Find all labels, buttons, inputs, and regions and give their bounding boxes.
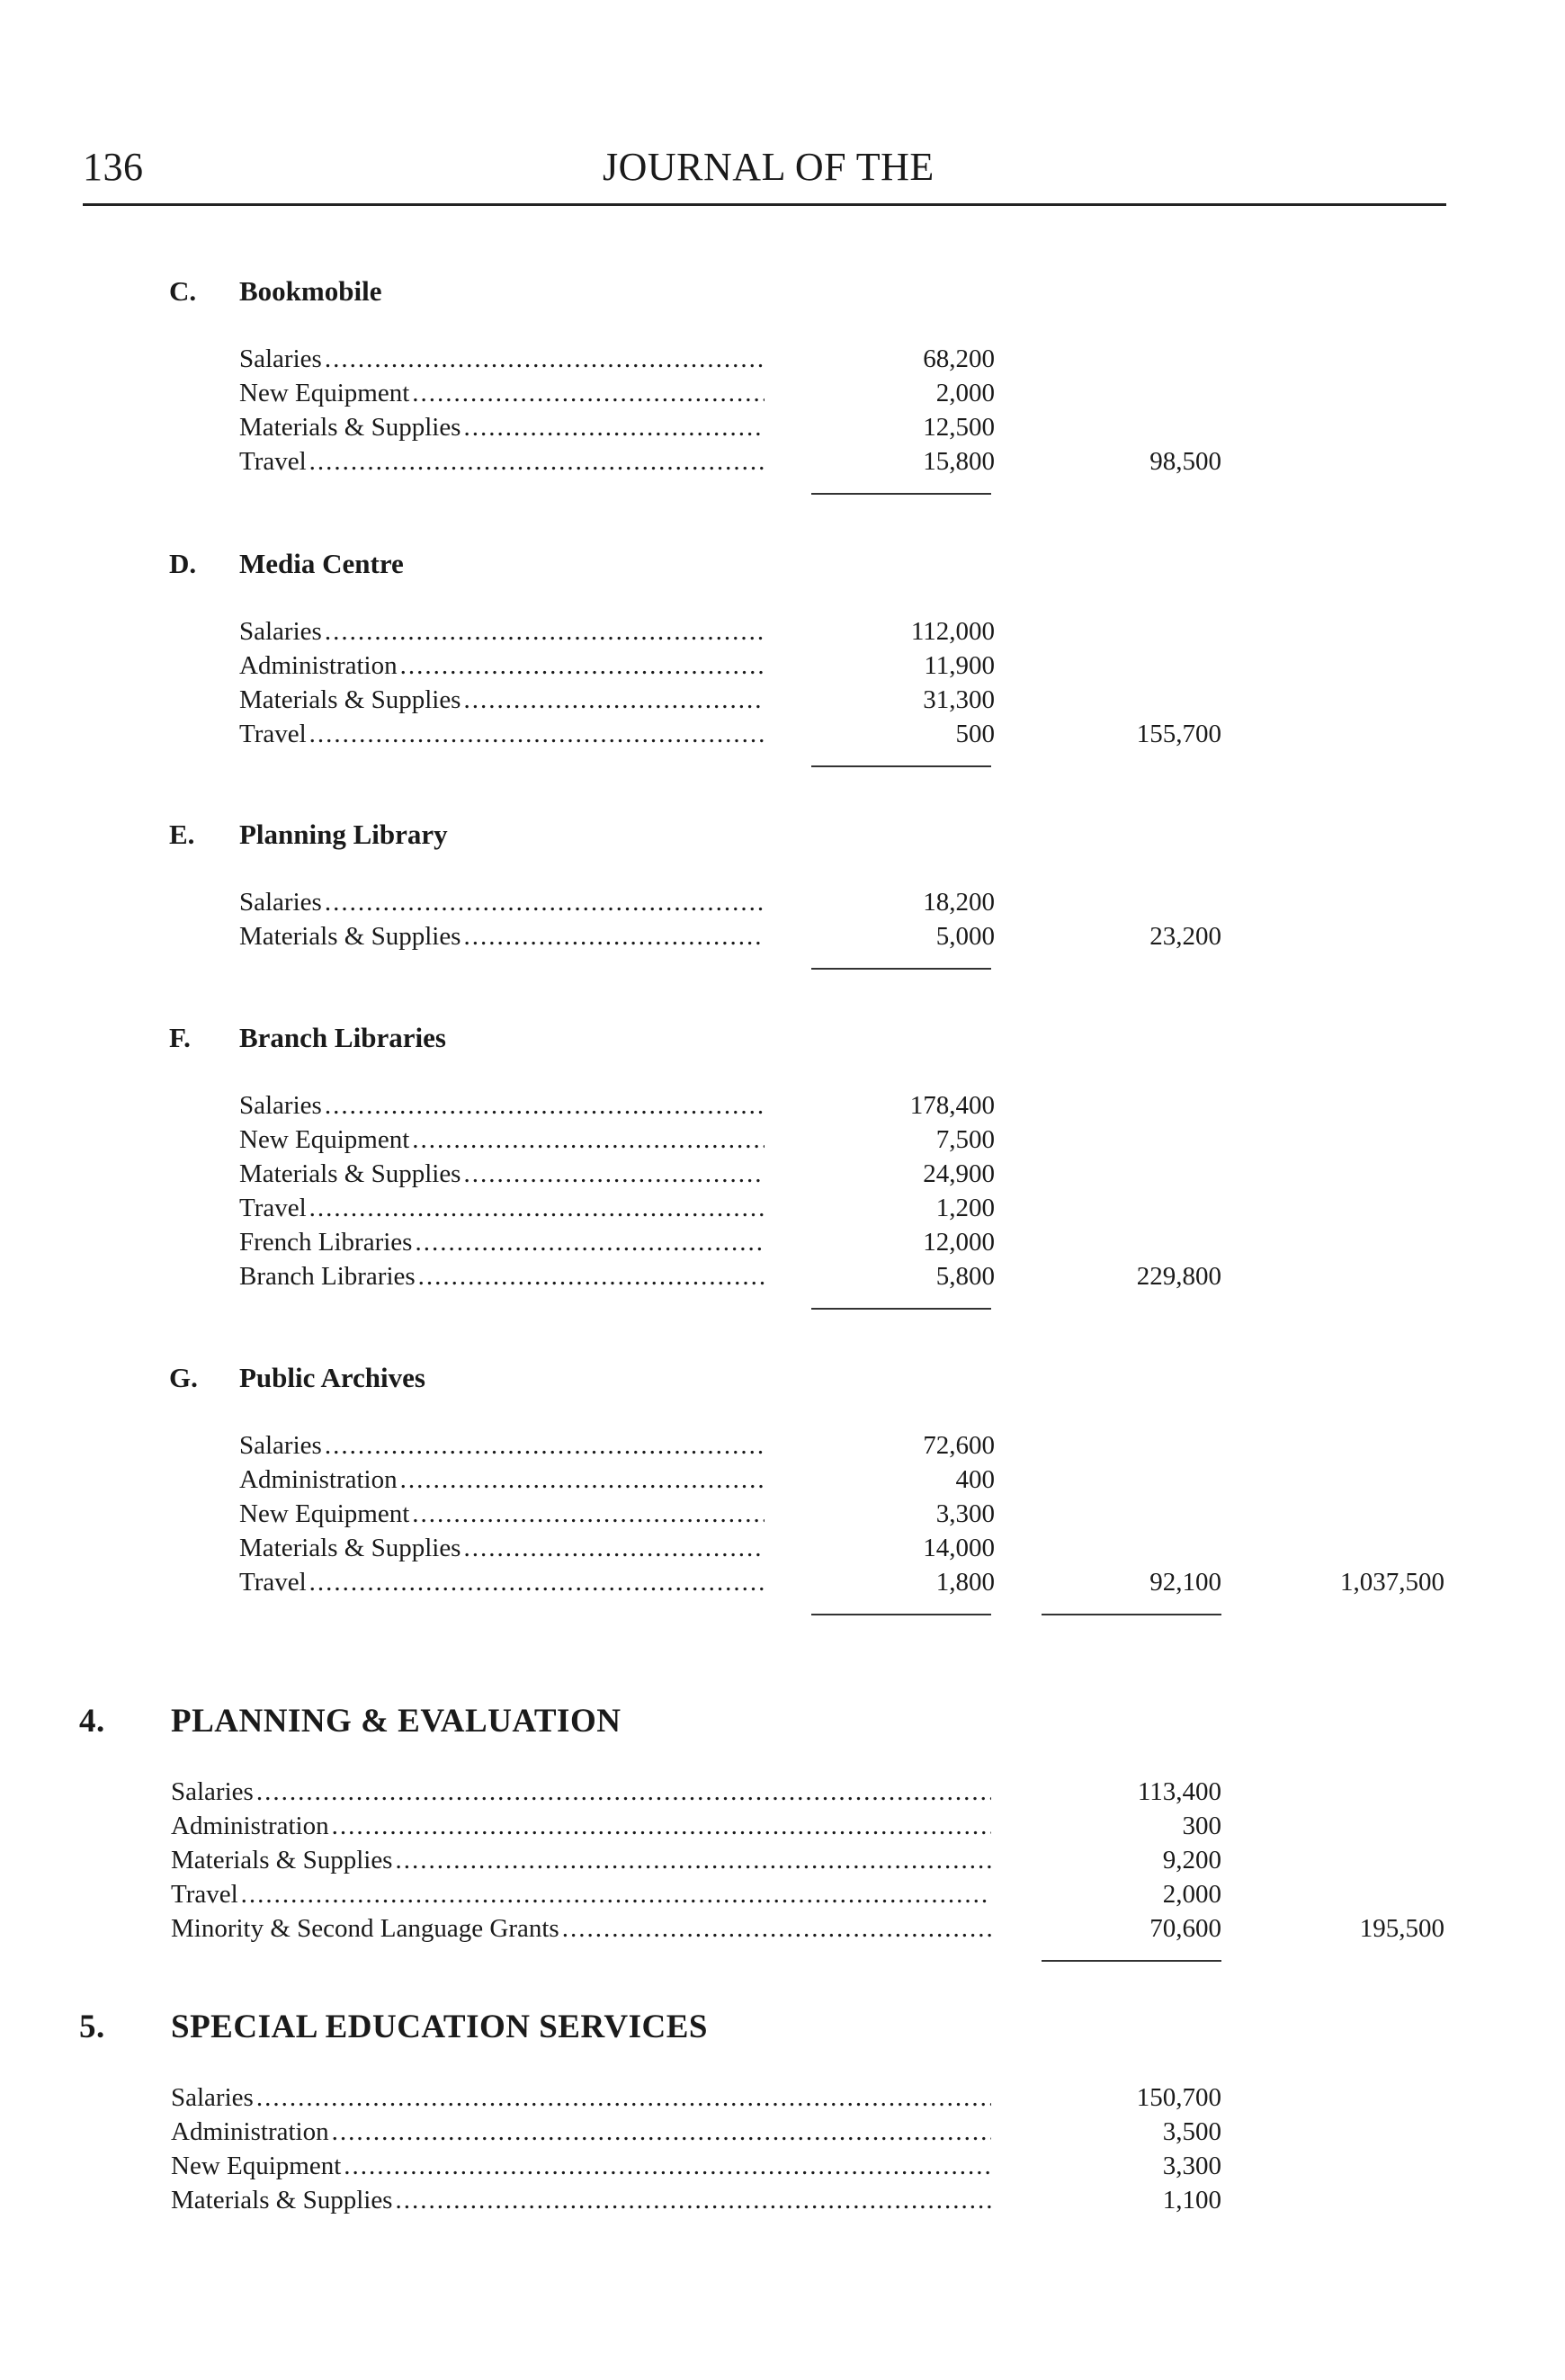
dot-leader	[241, 1879, 991, 1910]
line-item	[239, 1193, 765, 1223]
line-item-amount: 2,000	[935, 379, 995, 407]
line-item	[171, 2116, 991, 2147]
line-item-label: Administration	[171, 1811, 332, 1841]
dot-leader	[412, 1499, 765, 1529]
dot-leader	[332, 1811, 991, 1841]
line-item-amount: 3,300	[1162, 2152, 1221, 2180]
line-item	[239, 921, 765, 952]
dot-leader	[395, 2185, 991, 2215]
dot-leader	[415, 1227, 765, 1257]
sum-rule	[811, 1614, 991, 1615]
line-item-label: Minority & Second Language Grants	[171, 1913, 562, 1944]
line-item-amount: 12,500	[923, 413, 995, 442]
dot-leader	[325, 616, 765, 647]
line-item-label: Salaries	[239, 344, 325, 374]
subsection-letter: E.	[169, 819, 195, 850]
line-item	[171, 1776, 991, 1807]
line-item	[239, 1090, 765, 1121]
dot-leader	[325, 1430, 765, 1461]
dot-leader	[256, 1776, 991, 1807]
line-item	[239, 1499, 765, 1529]
subsection-title: Public Archives	[239, 1362, 425, 1393]
line-item-amount: 72,600	[923, 1431, 995, 1460]
line-item	[239, 1159, 765, 1189]
line-item	[171, 1811, 991, 1841]
line-item-label: Administration	[239, 1464, 400, 1495]
dot-leader	[332, 2116, 991, 2147]
line-item	[239, 887, 765, 917]
dot-leader	[412, 378, 765, 408]
line-item	[239, 344, 765, 374]
dot-leader	[325, 344, 765, 374]
line-item-label: New Equipment	[239, 378, 412, 408]
subsection-title: Media Centre	[239, 548, 404, 579]
line-item-label: New Equipment	[171, 2151, 344, 2181]
line-item-label: New Equipment	[239, 1499, 412, 1529]
section-title: SPECIAL EDUCATION SERVICES	[171, 2009, 708, 2045]
dot-leader	[418, 1261, 765, 1292]
section-title: PLANNING & EVALUATION	[171, 1703, 622, 1740]
line-item-amount: 1,200	[935, 1194, 995, 1222]
line-item	[239, 1567, 765, 1597]
line-item-amount: 2,000	[1162, 1880, 1221, 1909]
line-item-amount: 300	[1182, 1812, 1221, 1840]
line-item-label: Salaries	[239, 887, 325, 917]
sum-rule	[811, 493, 991, 495]
line-item-label: Salaries	[171, 1776, 256, 1807]
line-item	[239, 446, 765, 477]
dot-leader	[325, 887, 765, 917]
dot-leader	[344, 2151, 991, 2181]
subtotal-amount: 23,200	[1149, 922, 1221, 951]
line-item	[239, 1124, 765, 1155]
line-item-amount: 3,500	[1162, 2117, 1221, 2146]
dot-leader	[309, 1567, 765, 1597]
dot-leader	[395, 1845, 991, 1875]
line-item	[239, 412, 765, 443]
section-number: 5.	[79, 2009, 105, 2045]
sum-rule	[811, 765, 991, 767]
section-number: 4.	[79, 1703, 105, 1740]
subsection-title: Branch Libraries	[239, 1022, 446, 1053]
subtotal-amount: 155,700	[1136, 720, 1221, 748]
line-item-amount: 14,000	[923, 1534, 995, 1562]
line-item-label: Travel	[171, 1879, 241, 1910]
line-item-label: Travel	[239, 446, 309, 477]
line-item-amount: 1,800	[935, 1568, 995, 1597]
dot-leader	[256, 2082, 991, 2113]
header-rule	[83, 203, 1446, 206]
line-item-label: Travel	[239, 719, 309, 749]
line-item-label: New Equipment	[239, 1124, 412, 1155]
line-item-label: Materials & Supplies	[239, 412, 463, 443]
line-item-amount: 15,800	[923, 447, 995, 476]
dot-leader	[325, 1090, 765, 1121]
line-item-label: Administration	[171, 2116, 332, 2147]
line-item	[239, 650, 765, 681]
line-item-amount: 3,300	[935, 1499, 995, 1528]
line-item-amount: 12,000	[923, 1228, 995, 1257]
line-item-amount: 31,300	[923, 685, 995, 714]
sum-rule	[811, 968, 991, 970]
dot-leader	[412, 1124, 765, 1155]
subsection-letter: D.	[169, 548, 197, 579]
line-item-amount: 7,500	[935, 1125, 995, 1154]
line-item	[171, 1879, 991, 1910]
line-item-amount: 150,700	[1136, 2083, 1221, 2112]
line-item-amount: 1,100	[1162, 2186, 1221, 2214]
line-item	[239, 1464, 765, 1495]
line-item	[239, 616, 765, 647]
line-item	[239, 1533, 765, 1563]
dot-leader	[463, 921, 765, 952]
line-item-amount: 68,200	[923, 344, 995, 373]
line-item-label: Branch Libraries	[239, 1261, 418, 1292]
sum-rule	[811, 1308, 991, 1310]
line-item-label: Materials & Supplies	[239, 684, 463, 715]
subsection-title: Bookmobile	[239, 275, 382, 307]
subtotal-amount: 92,100	[1149, 1568, 1221, 1597]
dot-leader	[309, 719, 765, 749]
line-item-amount: 70,600	[1149, 1914, 1221, 1943]
line-item-label: Materials & Supplies	[171, 2185, 395, 2215]
dot-leader	[463, 412, 765, 443]
running-title: JOURNAL OF THE	[603, 145, 935, 189]
line-item-amount: 5,000	[935, 922, 995, 951]
line-item	[239, 684, 765, 715]
line-item-label: Materials & Supplies	[171, 1845, 395, 1875]
line-item-label: Travel	[239, 1193, 309, 1223]
line-item-label: Salaries	[239, 1090, 325, 1121]
sum-rule	[1042, 1614, 1221, 1615]
subsection-title: Planning Library	[239, 819, 448, 850]
dot-leader	[309, 1193, 765, 1223]
line-item-label: Materials & Supplies	[239, 921, 463, 952]
line-item-amount: 5,800	[935, 1262, 995, 1291]
line-item-amount: 11,900	[924, 651, 995, 680]
line-item-label: Salaries	[239, 616, 325, 647]
line-item	[239, 1227, 765, 1257]
line-item-label: Travel	[239, 1567, 309, 1597]
subsection-letter: F.	[169, 1022, 191, 1053]
line-item-amount: 18,200	[923, 888, 995, 917]
line-item	[171, 1913, 991, 1944]
dot-leader	[463, 1159, 765, 1189]
line-item-label: Salaries	[239, 1430, 325, 1461]
dot-leader	[562, 1913, 991, 1944]
dot-leader	[463, 1533, 765, 1563]
subsection-letter: C.	[169, 275, 197, 307]
subtotal-amount: 229,800	[1136, 1262, 1221, 1291]
line-item-label: French Libraries	[239, 1227, 415, 1257]
line-item-label: Materials & Supplies	[239, 1159, 463, 1189]
page-number: 136	[83, 145, 144, 189]
line-item	[171, 1845, 991, 1875]
line-item	[239, 719, 765, 749]
dot-leader	[400, 1464, 765, 1495]
dot-leader	[309, 446, 765, 477]
line-item-amount: 9,200	[1162, 1846, 1221, 1874]
line-item	[171, 2082, 991, 2113]
line-item-label: Materials & Supplies	[239, 1533, 463, 1563]
sum-rule	[1042, 1960, 1221, 1962]
line-item-amount: 112,000	[910, 617, 995, 646]
line-item-amount: 400	[955, 1465, 995, 1494]
dot-leader	[400, 650, 765, 681]
line-item	[171, 2185, 991, 2215]
line-item-label: Administration	[239, 650, 400, 681]
line-item	[239, 378, 765, 408]
dot-leader	[463, 684, 765, 715]
subsection-letter: G.	[169, 1362, 198, 1393]
line-item	[239, 1430, 765, 1461]
line-item	[171, 2151, 991, 2181]
line-item-amount: 113,400	[1137, 1777, 1221, 1806]
line-item	[239, 1261, 765, 1292]
subtotal-amount: 98,500	[1149, 447, 1221, 476]
grand-total-amount: 1,037,500	[1340, 1568, 1444, 1597]
line-item-amount: 24,900	[923, 1159, 995, 1188]
line-item-amount: 178,400	[909, 1091, 995, 1120]
line-item-amount: 500	[955, 720, 995, 748]
section-total-amount: 195,500	[1359, 1914, 1444, 1943]
line-item-label: Salaries	[171, 2082, 256, 2113]
